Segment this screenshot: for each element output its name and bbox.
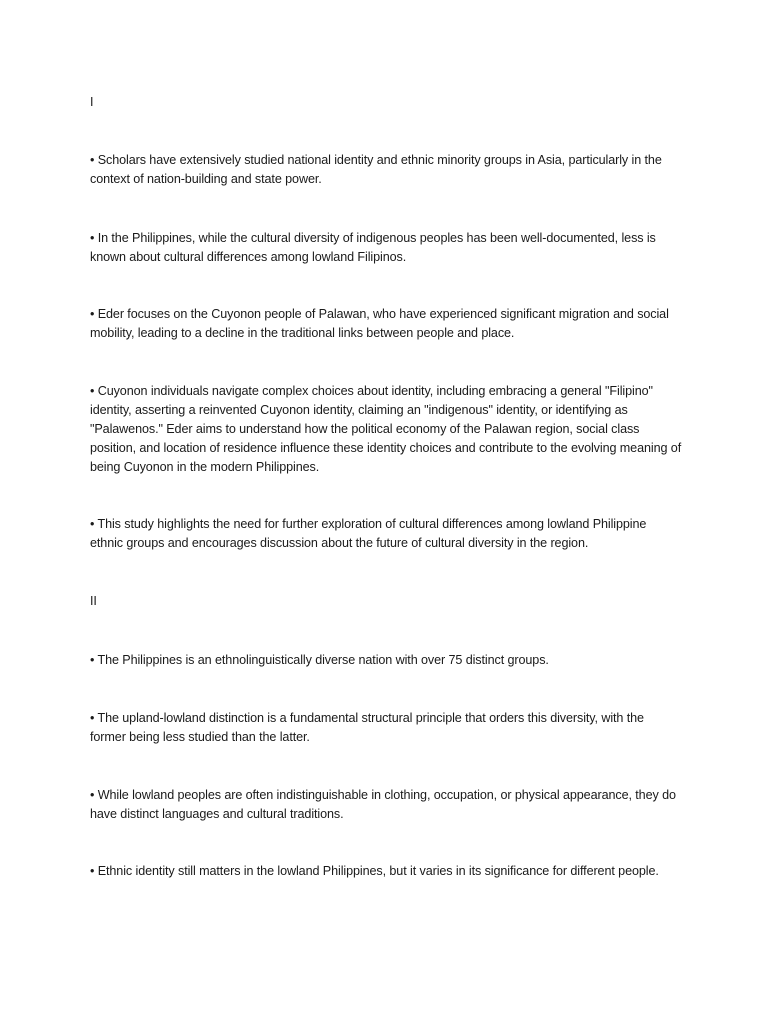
section-heading-2: II	[90, 594, 97, 608]
bullet-paragraph: • Eder focuses on the Cuyonon people of Palawan, who have experienced significant migration and social mobility, leading to a decline in the traditional links between people and place.	[90, 307, 669, 340]
bullet-paragraph: • The Philippines is an ethnolinguistically diverse nation with over 75 distinct groups.	[90, 653, 549, 667]
section-heading-1: I	[90, 95, 94, 109]
bullet-paragraph: • The upland-lowland distinction is a fundamental structural principle that orders this diversity, with the former being less studied than the latter.	[90, 711, 644, 744]
bullet-paragraph: • In the Philippines, while the cultural diversity of indigenous peoples has been well-documented, less is known about cultural differences among lowland Filipinos.	[90, 231, 656, 264]
bullet-paragraph: • While lowland peoples are often indistinguishable in clothing, occupation, or physical appearance, they do have distinct languages and cultural traditions.	[90, 788, 676, 821]
bullet-paragraph: • This study highlights the need for further exploration of cultural differences among lowland Philippine ethnic groups and encourages discussion about the future of cultural diversity in the region.	[90, 517, 647, 550]
bullet-paragraph: • Cuyonon individuals navigate complex choices about identity, including embracing a general "Filipino" identity, asserting a reinvented Cuyonon identity, claiming an "indigenous" identity, or identifying as "Palawenos." Eder aims to understand how the political economy of the Palawan region, social class position, and location of residence influence these identity choices and contribute to the evolving meaning of being Cuyonon in the modern Philippines.	[90, 384, 682, 474]
bullet-paragraph: • Ethnic identity still matters in the lowland Philippines, but it varies in its significance for different people.	[90, 864, 659, 878]
bullet-paragraph: • Scholars have extensively studied national identity and ethnic minority groups in Asia, particularly in the context of nation-building and state power.	[90, 153, 662, 186]
